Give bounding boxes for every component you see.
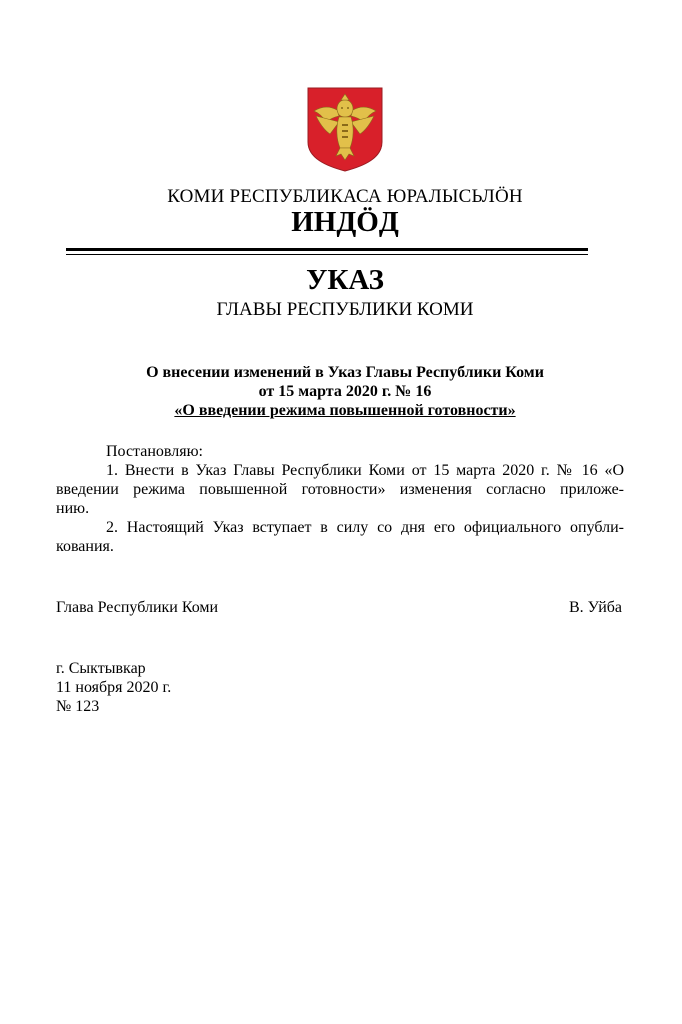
header-rule-thin [66, 254, 588, 255]
doc-title: УКАЗ [306, 264, 384, 296]
paragraph-2-line: кования. [56, 538, 114, 555]
signatory-name: В. Уйба [568, 599, 622, 616]
document-footer [56, 659, 171, 716]
org-name: КОМИ РЕСПУБЛИКАСА ЮРАЛЫСЬЛÖН [167, 186, 523, 207]
paragraph-1-line: введении режима повышенной готовности» изменения согласно приложе- [56, 481, 624, 498]
subject-line-1: О внесении изменений в Указ Главы Республики Коми [146, 364, 544, 381]
footer-city: г. Сыктывкар [56, 660, 146, 677]
paragraph-1-line: 1. Внести в Указ Главы Республики Коми от 15 марта 2020 г. № 16 «О [106, 462, 624, 479]
paragraph-1 [56, 461, 624, 518]
paragraph-2-line: 2. Настоящий Указ вступает в силу со дня его официального опубли- [106, 519, 624, 536]
subject-line-3: «О введении режима повышенной готовности» [174, 402, 516, 419]
komi-coat-of-arms-icon [306, 86, 384, 172]
subject-line-2: от 15 марта 2020 г. № 16 [258, 383, 432, 400]
decree-text: Постановляю: [106, 443, 203, 460]
doc-type-komi: ИНДÖД [291, 206, 399, 238]
paragraph-2 [56, 518, 624, 556]
decree-word [56, 442, 624, 461]
doc-subtitle: ГЛАВЫ РЕСПУБЛИКИ КОМИ [216, 299, 474, 320]
header-rule-thick [66, 248, 588, 251]
signatory-position: Глава Республики Коми [56, 599, 219, 616]
paragraph-1-line: нию. [56, 500, 90, 517]
footer-number: № 123 [56, 698, 100, 715]
footer-date: 11 ноября 2020 г. [56, 679, 172, 696]
